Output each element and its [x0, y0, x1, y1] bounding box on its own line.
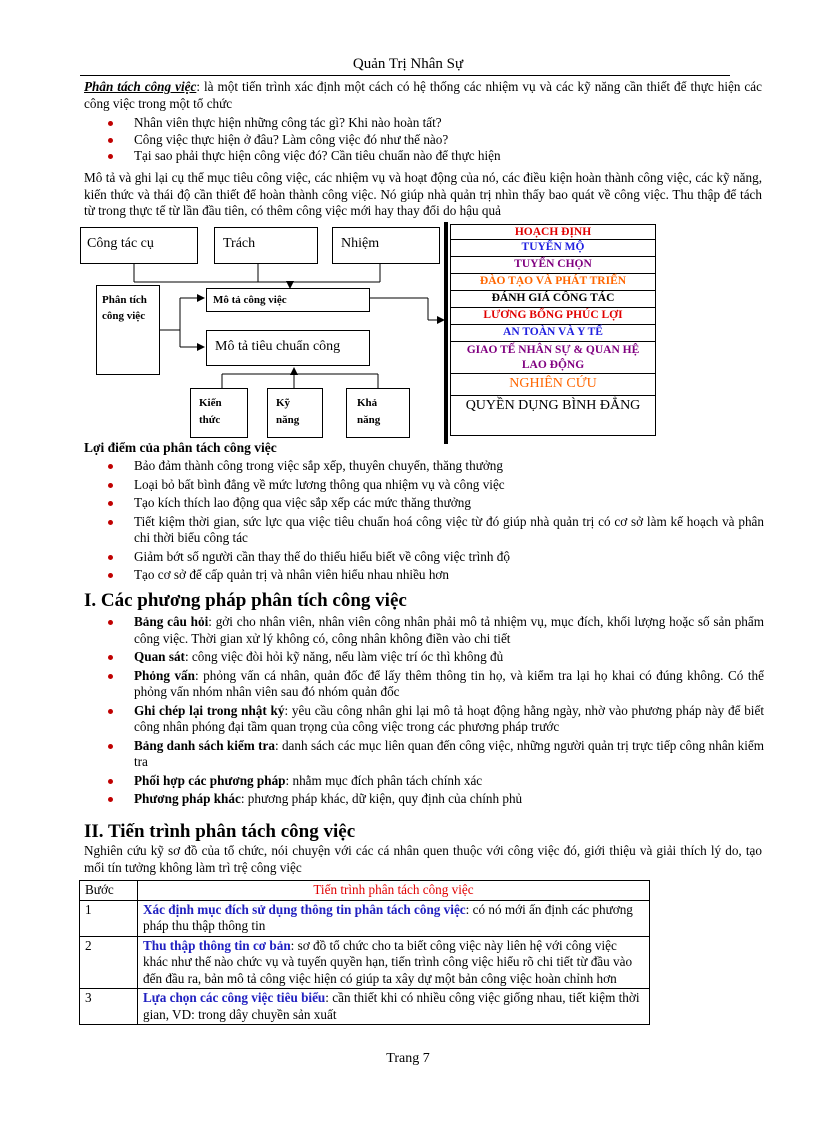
table-row	[80, 900, 650, 936]
list-item: Nhân viên thực hiện những công tác gì? Khi nào hoàn tất?	[134, 115, 762, 132]
list-item: Bảo đảm thành công trong việc sắp xếp, thuyên chuyển, thăng thưởng	[134, 458, 764, 475]
step-text: Thu thập thông tin cơ bản: sơ đồ tổ chức cho ta biết công việc này liên hệ với công việc khác như thế nào chức vụ và tuyến quyền hạn, tiến trình công việc hiểu rõ chi tiết từ đầu vào đến đầu ra, bản mô tả công việc hiện có giúp ta xây dự một bản công việc hoàn chỉnh hơn	[138, 936, 650, 989]
box-skills: Kỹ năng	[267, 388, 323, 438]
box-job-description: Mô tả công việc	[206, 288, 370, 312]
list-item: Tạo cơ sở để cấp quản trị và nhân viên hiểu nhau nhiều hơn	[134, 567, 764, 584]
description-paragraph: Mô tả và ghi lại cụ thể mục tiêu công việc, các nhiệm vụ và hoạt động của nó, các điều kiện hoàn thành công việc, các kỹ năng, kiến thức và thái độ cần thiết để hoàn thành công việc. Nó giúp nhà quản trị nhìn thấy bao quát về công việc. Thu thập để tách từ trong thực tế từ lần đầu tiên, có thêm công việc mới hay thay đổi do hậu quả	[84, 170, 762, 218]
function-item: TUYỂN CHỌN	[450, 257, 656, 274]
hr-functions-list	[450, 224, 656, 436]
list-item: Phối hợp các phương pháp: nhằm mục đích phân tách chính xác	[134, 773, 764, 790]
function-item: GIAO TẾ NHÂN SỰ & QUAN HỆ LAO ĐỘNG	[450, 342, 656, 374]
methods-list	[134, 614, 764, 808]
list-item: Bảng câu hỏi: gởi cho nhân viên, nhân viên công nhân phải mô tả nhiệm vụ, mục đích, khối lượng hoặc số sản phẩm công việc. Thời gian xử lý không có, công nhân không điền vào chi tiết	[134, 614, 764, 647]
page-header: Quản Trị Nhân Sự	[352, 56, 464, 72]
intro-term: Phân tách công việc	[84, 79, 197, 94]
box-responsibility: Trách	[214, 227, 318, 264]
box-job-task: Công tác cụ	[80, 227, 198, 264]
process-table	[79, 880, 650, 1025]
list-item: Tạo kích thích lao động qua việc sắp xếp các mức thăng thưởng	[134, 495, 764, 512]
list-item: Phương pháp khác: phương pháp khác, dữ kiện, quy định của chính phủ	[134, 791, 764, 808]
section2-title: II. Tiến trình phân tách công việc	[84, 821, 356, 842]
step-number: 3	[80, 989, 138, 1025]
step-text: Xác định mục đích sử dụng thông tin phân tách công việc: có nó mới ấn định các phương pháp thu thập thông tin	[138, 900, 650, 936]
benefits-title: Lợi điểm của phân tách công việc	[84, 440, 277, 455]
function-item: QUYỀN DỤNG BÌNH ĐẲNG	[450, 396, 656, 436]
list-item: Công việc thực hiện ở đâu? Làm công việc đó như thế nào?	[134, 132, 762, 149]
list-item: Tiết kiệm thời gian, sức lực qua việc tiêu chuẩn hoá công việc từ đó giúp nhà quản trị có cơ sở làm kế hoạch và phân chi thời biểu công tác	[134, 514, 764, 547]
box-job-specification: Mô tả tiêu chuẩn công	[206, 330, 370, 366]
box-abilities: Khả năng	[346, 388, 410, 438]
function-item: HOẠCH ĐỊNH	[450, 224, 656, 240]
function-item: ĐÁNH GIÁ CÔNG TÁC	[450, 291, 656, 308]
column-header-process: Tiến trình phân tách công việc	[138, 881, 650, 901]
box-job-analysis: Phân tích công việc	[96, 285, 160, 375]
intro-text: : là một tiến trình xác định một cách có hệ thống các nhiệm vụ và các kỹ năng cần thiết để thực hiện các công việc trong một tổ chức	[84, 79, 762, 111]
section1-title: I. Các phương pháp phân tích công việc	[84, 590, 407, 611]
box-knowledge: Kiến thức	[190, 388, 248, 438]
column-header-step: Bước	[80, 881, 138, 901]
function-item: NGHIÊN CỨU	[450, 374, 656, 396]
list-item: Phỏng vấn: phỏng vấn cá nhân, quản đốc để lấy thêm thông tin họ, và kiểm tra lại họ khai có đúng không. Có thể phỏng vấn nhóm nhân viên sau đó nhóm quản đốc	[134, 668, 764, 701]
function-item: LƯƠNG BỔNG PHÚC LỢI	[450, 308, 656, 325]
step-text: Lựa chọn các công việc tiêu biểu: cần thiết khi có nhiều công việc giống nhau, tiết kiệm thời gian, VD: trong dây chuyền sản xuất	[138, 989, 650, 1025]
table-row	[80, 936, 650, 989]
box-duty: Nhiệm	[332, 227, 440, 264]
table-header-row	[80, 881, 650, 901]
list-item: Ghi chép lại trong nhật ký: yêu cầu công nhân ghi lại mô tả hoạt động hằng ngày, nhờ vào phương pháp này để biết công nhân phóng đại tầm quan trọng của công việc trong các phương pháp trước	[134, 703, 764, 736]
list-item: Bảng danh sách kiểm tra: danh sách các mục liên quan đến công việc, những người quản trị trực tiếp công nhân kiểm tra	[134, 738, 764, 771]
list-item: Quan sát: công việc đòi hỏi kỹ năng, nếu làm việc trí óc thì không đủ	[134, 649, 764, 666]
page-number: Trang 7	[386, 1051, 430, 1066]
list-item: Loại bỏ bất bình đẳng về mức lương thông qua nhiệm vụ và công việc	[134, 477, 764, 494]
function-item: AN TOÀN VÀ Y TẾ	[450, 325, 656, 342]
divider-bar	[444, 222, 448, 444]
list-item: Giảm bớt số người cần thay thế do thiếu hiểu biết về công việc trình độ	[134, 549, 764, 566]
list-item: Tại sao phải thực hiện công việc đó? Cần tiêu chuẩn nào để thực hiện	[134, 148, 762, 165]
section2-intro: Nghiên cứu kỹ sơ đồ của tổ chức, nói chuyện với các cá nhân quen thuộc với công việc đó, giới thiệu và giải thích lý do, tạo mối tín tưởng không làm trì trệ công việc	[84, 843, 762, 875]
table-row	[80, 989, 650, 1025]
benefits-list	[134, 458, 764, 584]
step-number: 1	[80, 900, 138, 936]
function-item: TUYỂN MỘ	[450, 240, 656, 257]
step-number: 2	[80, 936, 138, 989]
function-item: ĐÀO TẠO VÀ PHÁT TRIỂN	[450, 274, 656, 291]
